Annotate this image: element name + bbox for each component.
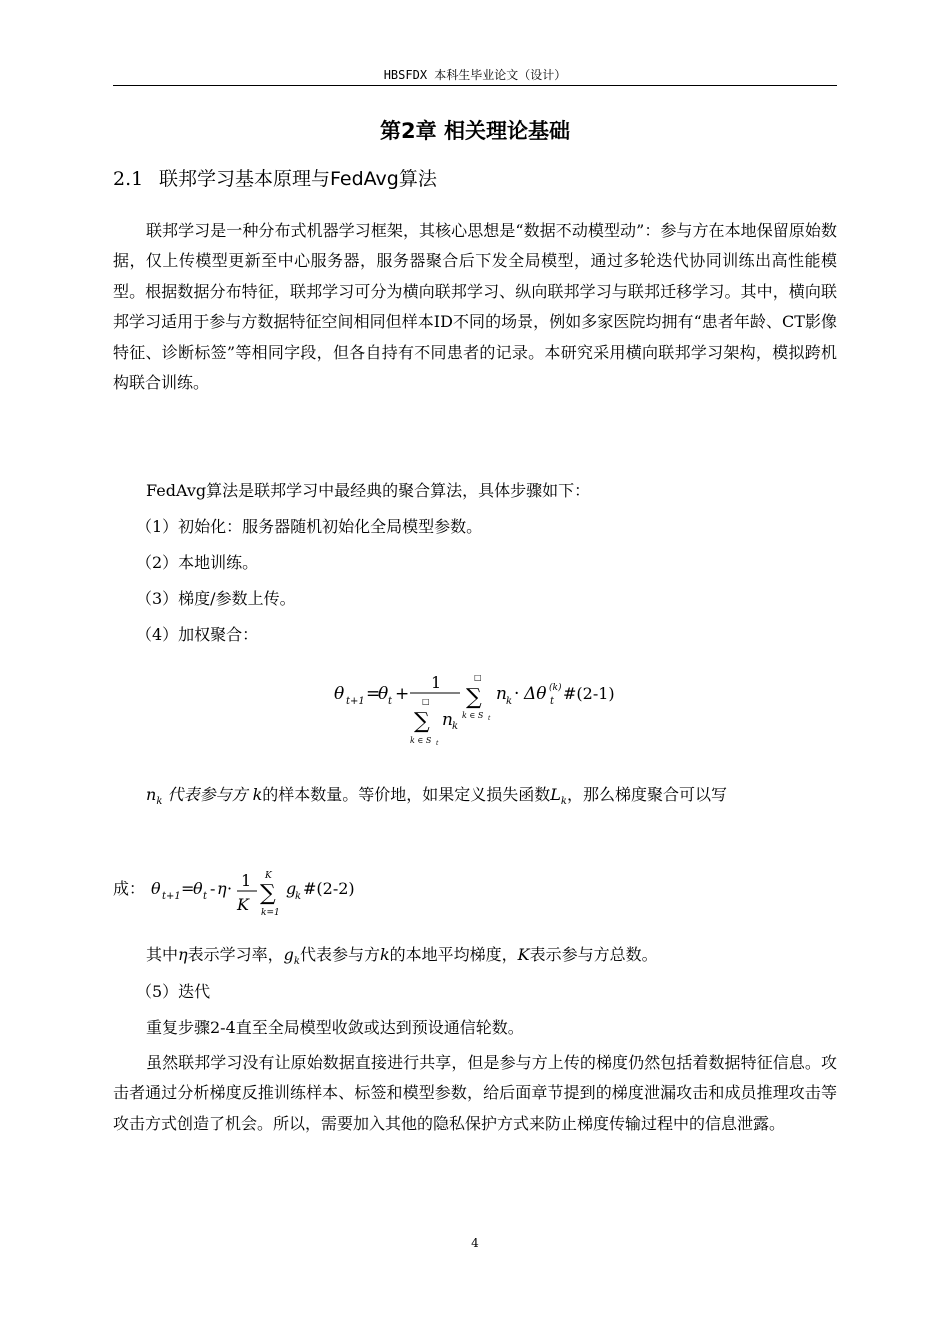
eq2-prefix: 成：	[113, 879, 146, 898]
eq1-den-under-sub: t	[436, 740, 439, 747]
eq1-den-under: k ∈ S	[410, 736, 432, 745]
eq1-lhs-sub: t+1	[346, 696, 365, 707]
step-1: （1）初始化：服务器随机初始化全局模型参数。	[136, 517, 483, 536]
eta-text3: 代表参与方	[299, 945, 380, 964]
eq1-sum-box: □	[474, 673, 482, 682]
eq1-tag: #(2-1)	[563, 684, 615, 703]
step-2: （2）本地训练。	[136, 553, 259, 572]
nk-n: n	[146, 785, 157, 804]
eq2-dot: ·	[227, 879, 233, 898]
nk-Lk: k	[560, 796, 567, 808]
eta-text5: 表示参与方总数。	[529, 945, 658, 964]
eq1-den-sum: ∑	[414, 709, 430, 734]
eta-g: g	[283, 945, 294, 964]
line-nk-definition	[146, 783, 870, 814]
eq1-dot: ·	[514, 684, 520, 704]
eta-K: K	[517, 945, 530, 964]
nk-text2: ，那么梯度聚合可以写	[566, 785, 727, 804]
eq2-tag: #(2-2)	[303, 879, 355, 898]
running-header: HBSFDX 本科生毕业论文（设计）	[383, 68, 567, 82]
eq1-theta-t: θ	[378, 684, 389, 704]
eq2-denominator: K	[237, 895, 249, 914]
paragraph-fedavg: FedAvg算法是联邦学习中最经典的聚合算法，具体步骤如下：	[146, 481, 591, 500]
eq1-den-nk: k	[452, 721, 459, 732]
paragraph-privacy: 虽然联邦学习没有让原始数据直接进行共享，但是参与方上传的梯度仍然包括着数据特征信息。攻击者通过分析梯度反推训练样本、标签和模型参数，给后面章节提到的梯度泄漏攻击和成员推理攻击等攻击方式创造了机会。所以，需要加入其他的隐私保护方式来防止梯度传输过程中的信息泄露。	[113, 1053, 837, 1133]
eq1-numerator: 1	[431, 673, 442, 692]
step-5: （5）迭代	[136, 982, 211, 1001]
eq2-theta: θ	[151, 879, 161, 898]
nk-L: L	[550, 785, 561, 804]
step-5-text: 重复步骤2-4直至全局模型收敛或达到预设通信轮数。	[146, 1018, 524, 1037]
eq1-sum-under-sub: t	[488, 715, 491, 722]
chapter-title: 第2章 相关理论基础	[380, 119, 570, 143]
eta-symbol: η	[178, 945, 188, 964]
eq2-sum-upper: K	[265, 871, 272, 881]
eta-text4: 的本地平均梯度，	[389, 945, 518, 964]
eq1-delta-theta: Δθ	[524, 684, 547, 704]
page-number: 4	[471, 1236, 479, 1250]
eq2-eta: η	[217, 879, 227, 898]
nk-italic-text: 代表参与方	[162, 785, 253, 804]
eq1-sum-under: k ∈ S	[462, 711, 484, 720]
eq2-gk: k	[295, 891, 302, 902]
header-rule	[113, 85, 837, 86]
eq2-numerator: 1	[241, 871, 252, 890]
eq1-t-sub2: t	[550, 696, 555, 707]
line-eta-definition	[146, 943, 870, 974]
section-number: 2.1	[113, 168, 144, 190]
eta-text2: 表示学习率，	[187, 945, 284, 964]
step-4: （4）加权聚合：	[136, 625, 259, 644]
eq1-t-sub: t	[388, 696, 393, 707]
eta-k: k	[379, 945, 390, 964]
section-heading	[113, 165, 837, 193]
eta-gk: k	[293, 956, 300, 968]
eq1-sum: ∑	[466, 685, 482, 710]
eq1-sup: (k)	[549, 683, 562, 693]
nk-k2: k	[252, 785, 263, 804]
nk-k: k	[156, 796, 163, 808]
step-3: （3）梯度/参数上传。	[136, 589, 296, 608]
eq2-sum-lower: k=1	[261, 908, 280, 918]
section-title: 联邦学习基本原理与FedAvg算法	[159, 168, 437, 190]
eq2-equals: =	[181, 879, 195, 898]
eq1-plus: +	[395, 684, 410, 704]
eq2-sum: ∑	[260, 881, 276, 906]
equation-2-2	[113, 860, 413, 924]
nk-text1: 的样本数量。等价地，如果定义损失函数	[262, 785, 551, 804]
eq2-lhs-sub: t+1	[162, 891, 181, 902]
eq1-n: n	[496, 684, 507, 704]
eq1-nk: k	[506, 696, 513, 707]
paragraph-intro: 联邦学习是一种分布式机器学习框架，其核心思想是“数据不动模型动”：参与方在本地保留原始数据，仅上传模型更新至中心服务器，服务器聚合后下发全局模型，通过多轮迭代协同训练出高性能模型。根据数据分布特征，联邦学习可分为横向联邦学习、纵向联邦学习与联邦迁移学习。其中，横向联邦学习适用于参与方数据特征空间相同但样本ID不同的场景，例如多家医院均拥有“患者年龄、CT影像特征、诊断标签”等相同字段，但各自持有不同患者的记录。本研究采用横向联邦学习架构，模拟跨机构联合训练。	[113, 221, 837, 393]
eq2-minus: -	[210, 879, 216, 898]
equation-2-1	[330, 662, 630, 752]
eq2-g: g	[286, 879, 297, 898]
eq2-theta-t: θ	[193, 879, 203, 898]
eq1-equals: =	[366, 684, 381, 704]
eq1-den-box: □	[422, 697, 430, 706]
eq1-theta-lhs: θ	[334, 684, 345, 704]
eq1-den-n: n	[442, 710, 453, 730]
eta-text1: 其中	[146, 945, 179, 964]
eq2-t-sub: t	[203, 891, 208, 902]
